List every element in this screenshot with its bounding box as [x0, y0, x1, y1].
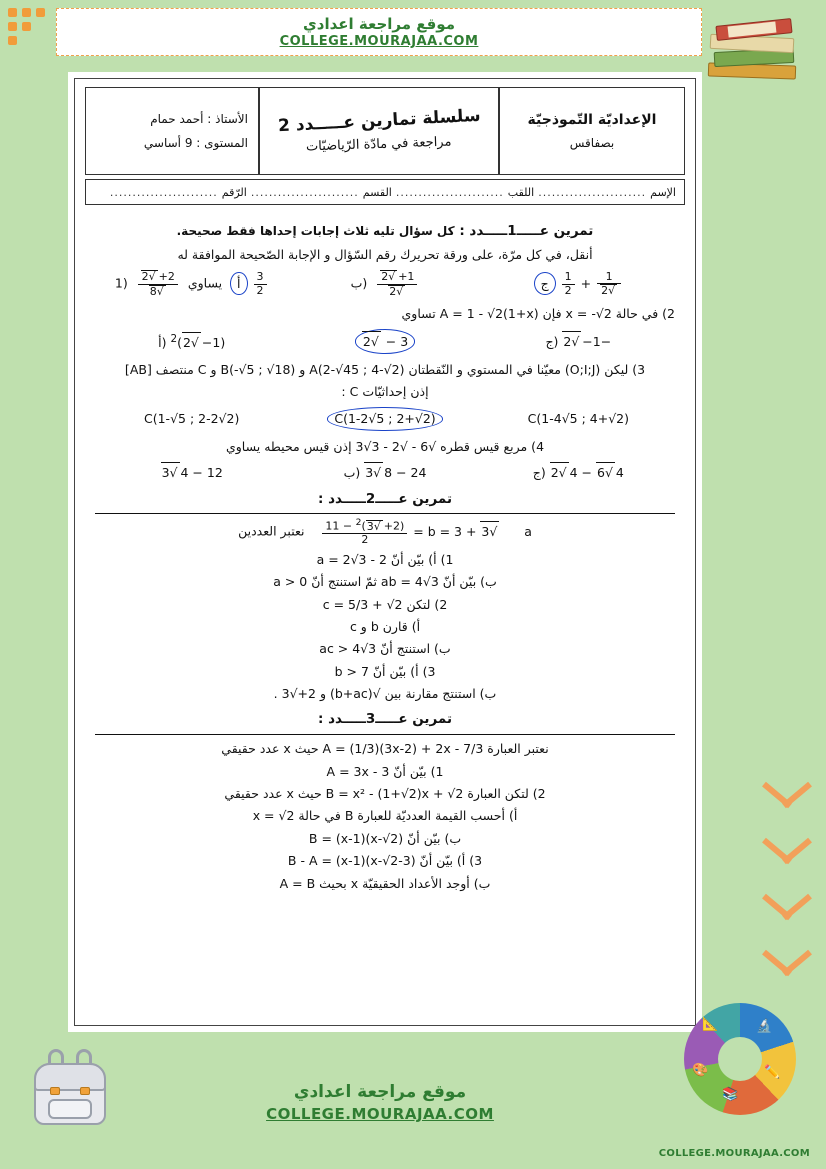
document-subtitle: مراجعة في مادّة الرّياضيّات: [306, 133, 452, 155]
exercise3-item-4: 3) أ) بيّن أنّ B - A = (x-1)(x-√2-3): [287, 853, 483, 869]
exercise1-q3-stem: 3) ليكن (O;I;J) معيّنا في المستوي و النّقطتان A(2-√45 ; 4-√2) و B(-√5 ; √18) و C منتصف [AB]: [124, 361, 646, 377]
exercise1-q3-stem2: إذن إحداثيّات C :: [341, 384, 429, 400]
books-stack-icon: [698, 4, 808, 90]
q4-choice-b: 24 − 8√3 (ب: [288, 462, 481, 482]
exercise3-title: تمرين عـــــ3ـــــدد :: [317, 711, 453, 728]
exercise3-item-5: ب) أوجد الأعداد الحقيقيّة x بحيث A = B: [279, 875, 491, 891]
exercise2-intro-row: [95, 518, 675, 546]
q3-choice-b: [288, 407, 481, 430]
exercise2-item-3: أ) قارن b و c: [349, 618, 421, 634]
q1-choice-c: $\frac{1}{√2}$ + $\frac{1}{2}$ ج: [482, 271, 675, 298]
exercise2-a: a = $\frac{(2+√3)^2 - 11}{2}$: [316, 524, 531, 539]
header-title-cell: [259, 87, 499, 175]
dots-3: ........................: [250, 185, 359, 199]
worksheet-page: [68, 72, 702, 1032]
exercise3-item-3: ب) بيّن أنّ B = (x-1)(x-√2): [308, 830, 462, 846]
chevron-decoration-3: [760, 892, 812, 926]
header-teacher-cell: [85, 87, 259, 175]
top-banner-url: COLLEGE.MOURAJAA.COM: [279, 34, 479, 49]
exercise1-q2-row: [95, 329, 675, 353]
exercise1-instruction-2: أنقل، في كل مرّة، على ورقة تحريرك رقم السّؤال و الإجابة الصّحيحة الموافقة له: [177, 246, 593, 262]
exercise2-item-4: ب) استنتج أنّ ac > 4√3: [319, 641, 451, 657]
dots-1: ........................: [538, 185, 647, 199]
top-banner-title: موقع مراجعة اعدادي: [303, 15, 455, 33]
exercise3-item-1: 2) لتكن العبارة B = x² - (1+√2)x + √2 حيث x عدد حقيقي: [224, 786, 546, 802]
q1-choice-a: $\frac{3}{2}$ أ يساوي $\frac{2+√2}{√8}$ (1: [95, 270, 288, 298]
exercise2-item-0: 1) أ) بيّن أنّ a = 2√3 - 2: [316, 551, 454, 567]
q2-choice-b: 3 − √2: [288, 329, 481, 353]
exercise2-title: تمرين عـــــ2ـــــدد :: [317, 490, 453, 507]
q4-choice-c: 4√6 − 4√2 (ج: [482, 462, 675, 482]
school-name: الإعداديّة التّموذجيّة: [527, 112, 657, 128]
q1-choice-b: $\frac{1+√2}{√2}$ (ب: [288, 270, 481, 298]
exercise1-q2-stem: 2) في حالة x = -√2 فإن A = 1 - √2(1+x) تساوي: [401, 305, 675, 321]
header-school-cell: [499, 87, 685, 175]
exercise1-instruction-1: كل سؤال تليه ثلاث إجابات إحداها فقط صحيحة.: [176, 224, 455, 238]
divider-1: [95, 513, 675, 514]
bottom-credit: COLLEGE.MOURAJAA.COM: [658, 1148, 810, 1159]
exercise1-title: [95, 221, 675, 242]
bottom-site-banner: [170, 1082, 590, 1138]
identity-row: [85, 179, 685, 205]
label-surname: اللقب: [507, 185, 535, 199]
exercise3-item-0: 1) بيّن أنّ A = 3x - 3: [326, 763, 444, 779]
dots-4: ........................: [109, 185, 218, 199]
school-city: بصفاقس: [569, 136, 615, 150]
q4-choice-a: 12 − 4√3: [95, 462, 288, 482]
school-supplies-wheel-icon: 📐 🔬 ✏️ 📚 🎨: [684, 1003, 796, 1115]
worksheet-header-table: [85, 87, 685, 175]
bottom-banner-title: موقع مراجعة اعدادي: [293, 1082, 467, 1102]
worksheet-body: [85, 211, 685, 1017]
exercise1-q1-row: [95, 270, 675, 298]
backpack-icon: [24, 1043, 116, 1131]
exercise1-q3-row: [95, 407, 675, 430]
corner-decoration: [8, 8, 48, 54]
exercise3-item-2: أ) أحسب القيمة العدديّة للعبارة B في حالة x = √2: [252, 808, 518, 824]
teacher-name: الأستاذ : أحمد حمام: [150, 112, 248, 126]
bottom-banner-url: COLLEGE.MOURAJAA.COM: [266, 1105, 494, 1123]
exercise2-b: b = 3 + √3: [428, 524, 501, 539]
exercise2-intro: نعتبر العددين: [238, 524, 305, 540]
exercise2-item-6: ب) استنتج مقارنة بين √(b+ac) و 2+√3 .: [273, 686, 497, 701]
q2-choice-c: −1−√2 (ج: [482, 331, 675, 351]
dots-2: ........................: [395, 185, 504, 199]
chevron-decoration-1: [760, 780, 812, 814]
chevron-decoration-2: [760, 836, 812, 870]
document-title: سلسلة تمارين عـــــدد 2: [277, 105, 481, 136]
q3-choice-a: C(1-√5 ; 2-2√2): [144, 411, 240, 427]
label-number: الرّقم: [221, 185, 247, 199]
student-level: المستوى : 9 أساسي: [143, 136, 248, 150]
exercise2-item-5: 3) أ) بيّن أنّ b > 7: [334, 663, 436, 679]
q3-choice-b-text: C(1-2√5 ; 2+√2): [334, 411, 436, 427]
exercise1-title-text: تمرين عـــــ1ـــــدد :: [459, 223, 594, 239]
q2-choice-a: $(1-√2)^2$ (أ: [95, 331, 288, 353]
exercise1-q4-stem: 4) مربع قيس قطره √6 - √2 - 3√3 إذن قيس محيطه يساوي: [225, 438, 545, 454]
exercise1-q4-row: [95, 462, 675, 482]
exercise3-intro: نعتبر العبارة A = (1/3)(3x-2) + 2x - 7/3 حيث x عدد حقيقي: [221, 741, 549, 757]
chevron-decoration-4: [760, 948, 812, 982]
top-site-banner: [56, 8, 702, 56]
q3-choice-c: C(1-4√5 ; 4+√2): [527, 411, 629, 427]
label-name: الإسم: [650, 185, 676, 199]
label-class: القسم: [362, 185, 392, 199]
exercise2-item-1: ب) بيّن أنّ ab = 4√3 ثمّ استنتج أنّ a > 0: [273, 574, 497, 590]
divider-2: [95, 734, 675, 735]
exercise2-item-2: 2) لتكن c = 5/3 + √2: [322, 596, 448, 612]
